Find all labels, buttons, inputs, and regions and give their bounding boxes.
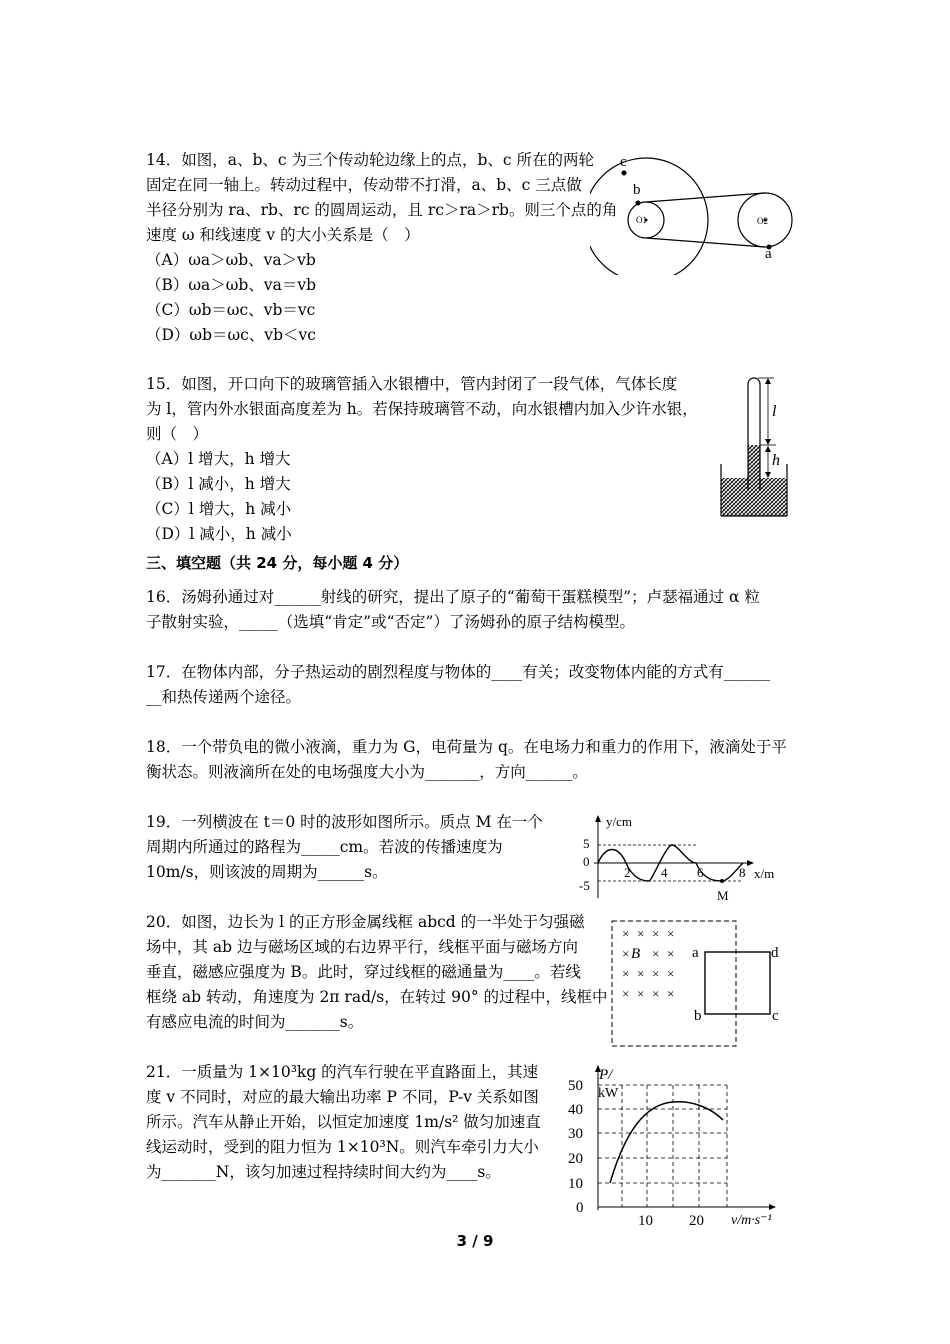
field-cross: × bbox=[667, 966, 675, 981]
y-tick: 10 bbox=[568, 1176, 583, 1192]
mercury-in-tube bbox=[748, 445, 760, 478]
q15-line: 则（ ） bbox=[146, 425, 209, 443]
q20-line: 框绕 ab 转动，角速度为 2π rad/s，在转过 90° 的过程中，线框中 bbox=[146, 988, 608, 1006]
y-axis-arrow bbox=[595, 815, 601, 822]
l-arrow-head-top bbox=[765, 378, 771, 384]
y-tick: 20 bbox=[568, 1151, 583, 1167]
q20-line: 有感应电流的时间为_______s。 bbox=[146, 1013, 364, 1031]
label-o1: O1 bbox=[636, 215, 647, 225]
q15-option-a: （A）l 增大，h 增大 bbox=[146, 450, 291, 468]
field-crosses bbox=[622, 926, 674, 1001]
q20-line: 20．如图，边长为 l 的正方形金属线框 abcd 的一半处于匀强磁 bbox=[146, 913, 585, 931]
q15-option-d: （D）l 减小，h 减小 bbox=[146, 525, 292, 543]
field-cross: × bbox=[622, 986, 630, 1001]
q15-line: 15．如图，开口向下的玻璃管插入水银槽中，管内封闭了一段气体，气体长度 bbox=[146, 375, 678, 393]
x-axis-arrow bbox=[747, 860, 754, 866]
section-heading: 三、填空题（共 24 分，每小题 4 分） bbox=[146, 554, 409, 572]
q20-line: 垂直，磁感应强度为 B。此时，穿过线框的磁通量为____。若线 bbox=[146, 963, 581, 981]
y-tick: 50 bbox=[568, 1078, 583, 1094]
q21-line: 21．一质量为 1×10³kg 的汽车行驶在平直路面上，其速 bbox=[146, 1063, 539, 1081]
y-tick: 40 bbox=[568, 1102, 583, 1118]
question-17 bbox=[146, 660, 770, 710]
field-cross: × bbox=[652, 966, 660, 981]
q20-line: 场中，其 ab 边与磁场区域的右边界平行，线框平面与磁场方向 bbox=[146, 938, 579, 956]
label-m: M bbox=[717, 888, 729, 903]
field-cross: × bbox=[622, 926, 630, 941]
x-axis-label: x/m bbox=[754, 866, 775, 881]
q21-line: 度 v 不同时，对应的最大输出功率 P 不同，P-v 关系如图 bbox=[146, 1088, 539, 1106]
field-cross: × bbox=[667, 926, 675, 941]
label-o2: O2 bbox=[757, 216, 768, 226]
y-tick: 0 bbox=[576, 1200, 584, 1216]
x-tick: 8 bbox=[739, 865, 746, 880]
label-c: c bbox=[772, 1008, 779, 1024]
field-cross: × bbox=[637, 926, 645, 941]
field-cross: × bbox=[622, 946, 630, 961]
question-20 bbox=[146, 910, 608, 1035]
label-a: a bbox=[765, 246, 772, 262]
field-cross: × bbox=[637, 966, 645, 981]
mercury-trough-fill bbox=[721, 478, 787, 516]
y-tick: -5 bbox=[579, 878, 590, 893]
question-18 bbox=[146, 735, 787, 785]
q14-line: 半径分别为 ra、rb、rc 的圆周运动，且 rc＞ra＞rb。则三个点的角 bbox=[146, 201, 618, 219]
point-m bbox=[720, 879, 724, 883]
q19-wave-figure bbox=[578, 810, 783, 905]
field-cross: × bbox=[652, 926, 660, 941]
q21-line: 线运动时，受到的阻力恒为 1×10³N。则汽车牵引力大小 bbox=[146, 1138, 539, 1156]
q14-pulley-figure bbox=[590, 150, 810, 275]
page-number: 3 / 9 bbox=[456, 1232, 494, 1250]
label-l: l bbox=[772, 403, 777, 420]
field-cross: × bbox=[667, 986, 675, 1001]
x-tick: 10 bbox=[638, 1213, 653, 1229]
q17-line: 17．在物体内部，分子热运动的剧烈程度与物体的____有关；改变物体内能的方式有______ bbox=[146, 663, 771, 681]
field-cross: × bbox=[652, 946, 660, 961]
field-cross: × bbox=[667, 946, 675, 961]
label-a: a bbox=[692, 945, 699, 961]
q15-line: 为 l，管内外水银面高度差为 h。若保持玻璃管不动，向水银槽内加入少许水银， bbox=[146, 400, 698, 418]
q14-line: 固定在同一轴上。转动过程中，传动带不打滑，a、b、c 三点做 bbox=[146, 176, 582, 194]
question-14 bbox=[146, 148, 617, 348]
q19-line: 19．一列横波在 t＝0 时的波形如图所示。质点 M 在一个 bbox=[146, 813, 543, 831]
q15-tube-figure bbox=[718, 372, 793, 522]
x-tick: 20 bbox=[689, 1213, 704, 1229]
field-cross: × bbox=[652, 986, 660, 1001]
q18-line: 18．一个带负电的微小液滴，重力为 G，电荷量为 q。在电场力和重力的作用下，液滴处于平 bbox=[146, 738, 787, 756]
point-b bbox=[636, 201, 641, 206]
y-axis-label: P/ bbox=[599, 1067, 613, 1083]
q21-line: 为_______N，该匀加速过程持续时间大约为____s。 bbox=[146, 1163, 501, 1181]
field-cross: × bbox=[622, 966, 630, 981]
q14-line: 速度 ω 和线速度 v 的大小关系是（ ） bbox=[146, 226, 420, 244]
q19-line: 10m/s，则该波的周期为______s。 bbox=[146, 863, 388, 881]
h-arrow-head-bottom bbox=[765, 472, 771, 478]
q15-option-b: （B）l 减小，h 增大 bbox=[146, 475, 291, 493]
question-21 bbox=[146, 1060, 541, 1185]
y-tick: 30 bbox=[568, 1126, 583, 1142]
question-16 bbox=[146, 585, 760, 635]
q15-option-c: （C）l 增大，h 减小 bbox=[146, 500, 292, 518]
field-cross: × bbox=[637, 986, 645, 1001]
power-curve bbox=[610, 1102, 723, 1183]
label-b: b bbox=[694, 1008, 702, 1024]
label-c: c bbox=[620, 154, 627, 170]
x-tick: 6 bbox=[697, 865, 704, 880]
q14-option-a: （A）ωa＞ωb、va＞vb bbox=[146, 251, 316, 269]
label-h: h bbox=[772, 452, 780, 469]
q21-line: 所示。汽车从静止开始，以恒定加速度 1m/s² 做匀加速直 bbox=[146, 1113, 541, 1131]
point-c bbox=[622, 171, 627, 176]
large-wheel bbox=[590, 158, 708, 275]
q14-option-d: （D）ωb＝ωc、vb＜vc bbox=[146, 326, 316, 344]
q21-power-figure bbox=[565, 1062, 790, 1232]
q20-field-figure bbox=[608, 918, 788, 1050]
label-d: d bbox=[771, 945, 779, 961]
q14-option-b: （B）ωa＞ωb、va＝vb bbox=[146, 276, 317, 294]
grid bbox=[598, 1085, 727, 1207]
q18-line: 衡状态。则液滴所在处的电场强度大小为_______，方向______。 bbox=[146, 763, 588, 781]
y-tick: 0 bbox=[583, 854, 590, 869]
y-axis-unit: kW bbox=[598, 1086, 619, 1101]
q19-line: 周期内所通过的路程为_____cm。若波的传播速度为 bbox=[146, 838, 503, 856]
x-tick: 2 bbox=[624, 865, 631, 880]
question-19 bbox=[146, 810, 543, 885]
q14-option-c: （C）ωb＝ωc、vb＝vc bbox=[146, 301, 316, 319]
x-tick: 4 bbox=[661, 865, 668, 880]
x-axis-arrow bbox=[769, 1204, 776, 1210]
q17-line: __和热传递两个途径。 bbox=[146, 688, 302, 706]
x-axis-label: v/m·s⁻¹ bbox=[731, 1213, 772, 1228]
question-15 bbox=[146, 372, 698, 547]
y-tick: 5 bbox=[583, 836, 590, 851]
label-b: b bbox=[633, 182, 641, 198]
q16-line: 16．汤姆孙通过对______射线的研究，提出了原子的“葡萄干蛋糕模型”；卢瑟福通过 α 粒 bbox=[146, 588, 760, 606]
q14-line: 14．如图，a、b、c 为三个传动轮边缘上的点，b、c 所在的两轮 bbox=[146, 151, 595, 169]
q16-line: 子散射实验，_____（选填“肯定”或“否定”）了汤姆孙的原子结构模型。 bbox=[146, 613, 635, 631]
l-arrow-head-bottom bbox=[765, 439, 771, 445]
wire-frame bbox=[705, 952, 770, 1014]
label-B: B bbox=[631, 946, 641, 962]
y-axis-label: y/cm bbox=[606, 814, 632, 829]
h-arrow-head-top bbox=[765, 446, 771, 452]
